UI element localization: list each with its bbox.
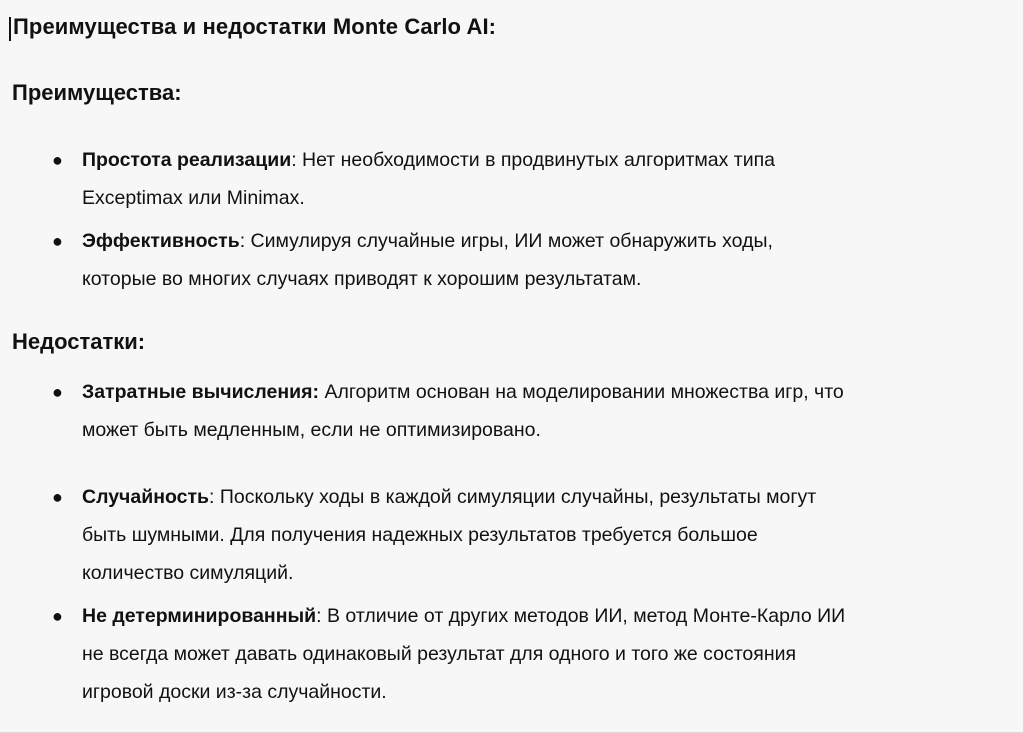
item-line-1: Нет необходимости в продвинутых алгоритмах типа bbox=[302, 149, 776, 171]
list-item-text bbox=[82, 222, 1012, 298]
item-line-2: Exceptimax или Minimax. bbox=[82, 187, 305, 209]
item-line-2: может быть медленным, если не оптимизировано. bbox=[82, 419, 541, 441]
item-term: Не детерминированный bbox=[82, 605, 317, 627]
cons-list-item bbox=[52, 373, 1012, 449]
cons-list-item bbox=[52, 597, 1012, 711]
list-item-text bbox=[82, 478, 1012, 592]
cons-list-item bbox=[52, 478, 1012, 592]
item-line-1: В отличие от других методов ИИ, метод Монте-Карло ИИ bbox=[326, 605, 846, 627]
item-line-2: не всегда может давать одинаковый результат для одного и того же состояния bbox=[82, 643, 797, 665]
item-term: Эффективность bbox=[82, 230, 240, 252]
text-cursor bbox=[9, 17, 11, 41]
cons-heading: Недостатки: bbox=[12, 329, 146, 354]
item-line-3: игровой доски из-за случайности. bbox=[82, 681, 387, 703]
item-line-3: количество симуляций. bbox=[82, 562, 294, 584]
item-term: Случайность bbox=[82, 486, 210, 508]
bullet-icon: ● bbox=[52, 382, 63, 402]
list-item-text bbox=[82, 373, 1012, 449]
item-line-2: быть шумными. Для получения надежных результатов требуется большое bbox=[82, 524, 758, 546]
bullet-icon: ● bbox=[52, 150, 63, 170]
pros-heading: Преимущества: bbox=[12, 80, 182, 105]
document-title: Преимущества и недостатки Monte Carlo AI: bbox=[13, 14, 497, 39]
item-line-1: Симулируя случайные игры, ИИ может обнаружить ходы, bbox=[250, 230, 773, 252]
list-item-text bbox=[82, 597, 1012, 711]
item-separator: : bbox=[291, 149, 303, 171]
item-line-2: которые во многих случаях приводят к хорошим результатам. bbox=[82, 268, 642, 290]
bullet-icon: ● bbox=[52, 487, 63, 507]
item-separator: : bbox=[316, 605, 327, 627]
item-line-1: Алгоритм основан на моделировании множества игр, что bbox=[324, 381, 844, 403]
item-separator: : bbox=[239, 230, 251, 252]
pros-list-item bbox=[52, 222, 1012, 298]
bullet-icon: ● bbox=[52, 606, 63, 626]
pros-list-item bbox=[52, 141, 1012, 217]
bullet-icon: ● bbox=[52, 231, 63, 251]
item-term: Затратные вычисления: bbox=[82, 381, 320, 403]
item-term: Простота реализации bbox=[82, 149, 292, 171]
item-line-1: Поскольку ходы в каждой симуляции случайны, результаты могут bbox=[219, 486, 817, 508]
item-separator: : bbox=[209, 486, 220, 508]
list-item-text bbox=[82, 141, 1012, 217]
